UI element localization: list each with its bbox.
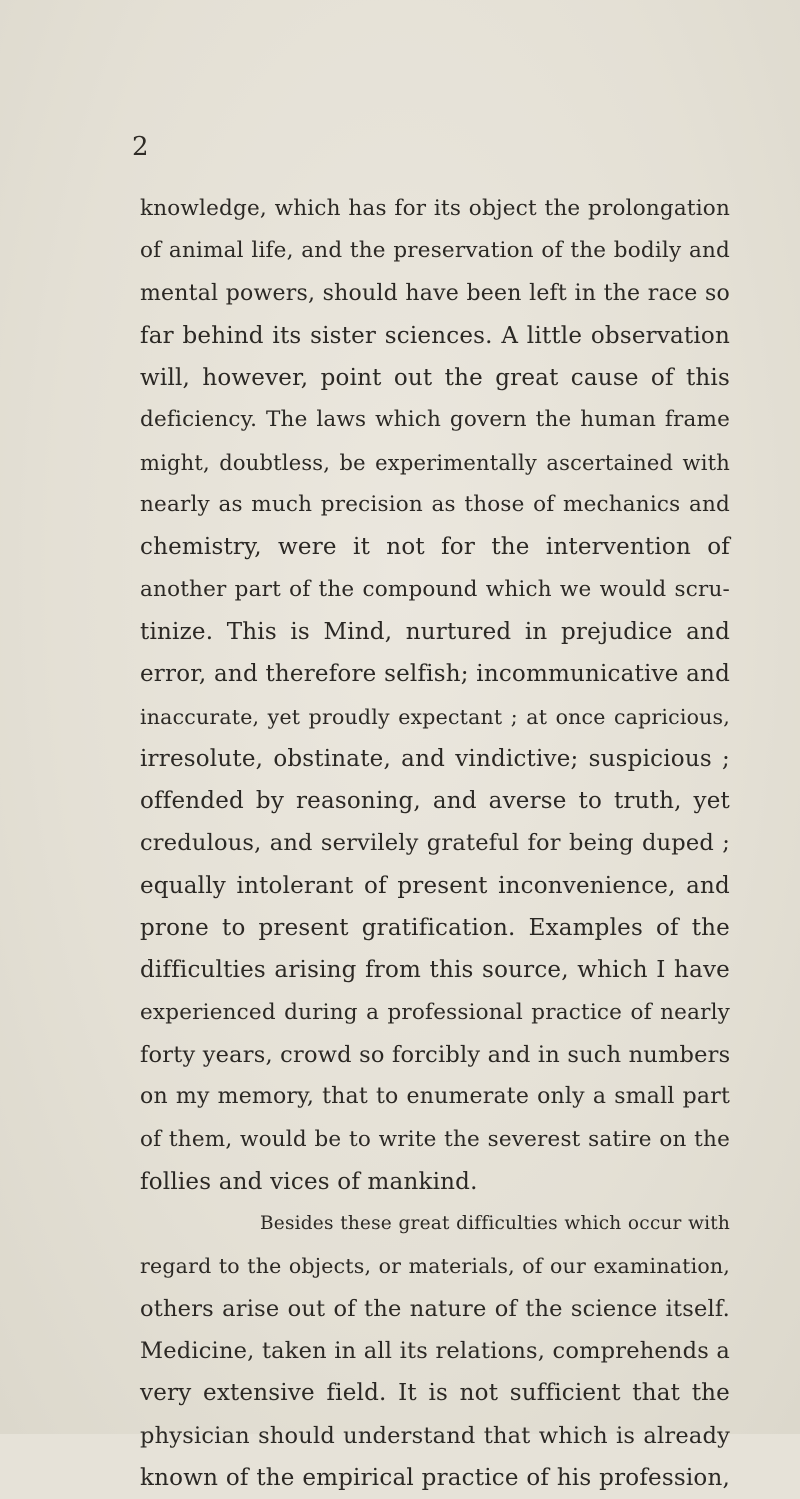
text-line: very extensive field. It is not sufficient that the [140,1380,730,1407]
text-line: chemistry, were it not for the intervention of [140,534,730,561]
text-line: mental powers, should have been left in the race so [140,280,730,306]
text-line: Medicine, taken in all its relations, comprehends a [140,1338,730,1365]
text-line: Besides these great difficulties which occur with [260,1213,730,1235]
text-line: of them, would be to write the severest satire on the [140,1126,730,1152]
text-line: might, doubtless, be experimentally ascertained with [140,450,730,475]
text-line: prone to present gratification. Examples of the [140,915,730,942]
page-number: 2 [132,132,149,162]
text-line: physician should understand that which is already [140,1422,730,1449]
text-line: will, however, point out the great cause of this [140,365,730,392]
text-line: irresolute, obstinate, and vindictive; suspicious ; [140,745,730,772]
text-line: deficiency. The laws which govern the human frame [140,407,730,433]
text-line: knowledge, which has for its object the prolongation [140,196,730,221]
text-line: tinize. This is Mind, nurtured in prejudice and [140,618,730,645]
body-text [140,188,730,1499]
text-line: inaccurate, yet proudly expectant ; at once capricious, [140,704,730,729]
text-line: experienced during a professional practice of nearly [140,999,730,1025]
text-line: forty years, crowd so forcibly and in such numbers [140,1041,731,1068]
text-line: of animal life, and the preservation of the bodily and [140,238,730,264]
text-line: nearly as much precision as those of mechanics and [140,492,730,518]
text-line: difficulties arising from this source, which I have [140,957,730,984]
text-line: others arise out of the nature of the science itself. [140,1295,730,1322]
text-line: error, and therefore selfish; incommunicative and [140,661,730,688]
text-line: regard to the objects, or materials, of our examination, [140,1254,730,1279]
text-line: offended by reasoning, and averse to truth, yet [140,788,730,815]
text-line: another part of the compound which we would scru- [140,576,730,602]
text-line: far behind its sister sciences. A little observation [140,322,730,349]
text-line: equally intolerant of present inconvenience, and [140,872,730,899]
text-line: credulous, and servilely grateful for being duped ; [140,830,730,857]
text-line: known of the empirical practice of his profession, [140,1464,730,1491]
text-line: on my memory, that to enumerate only a small part [140,1084,730,1110]
text-line: follies and vices of mankind. [140,1168,478,1195]
